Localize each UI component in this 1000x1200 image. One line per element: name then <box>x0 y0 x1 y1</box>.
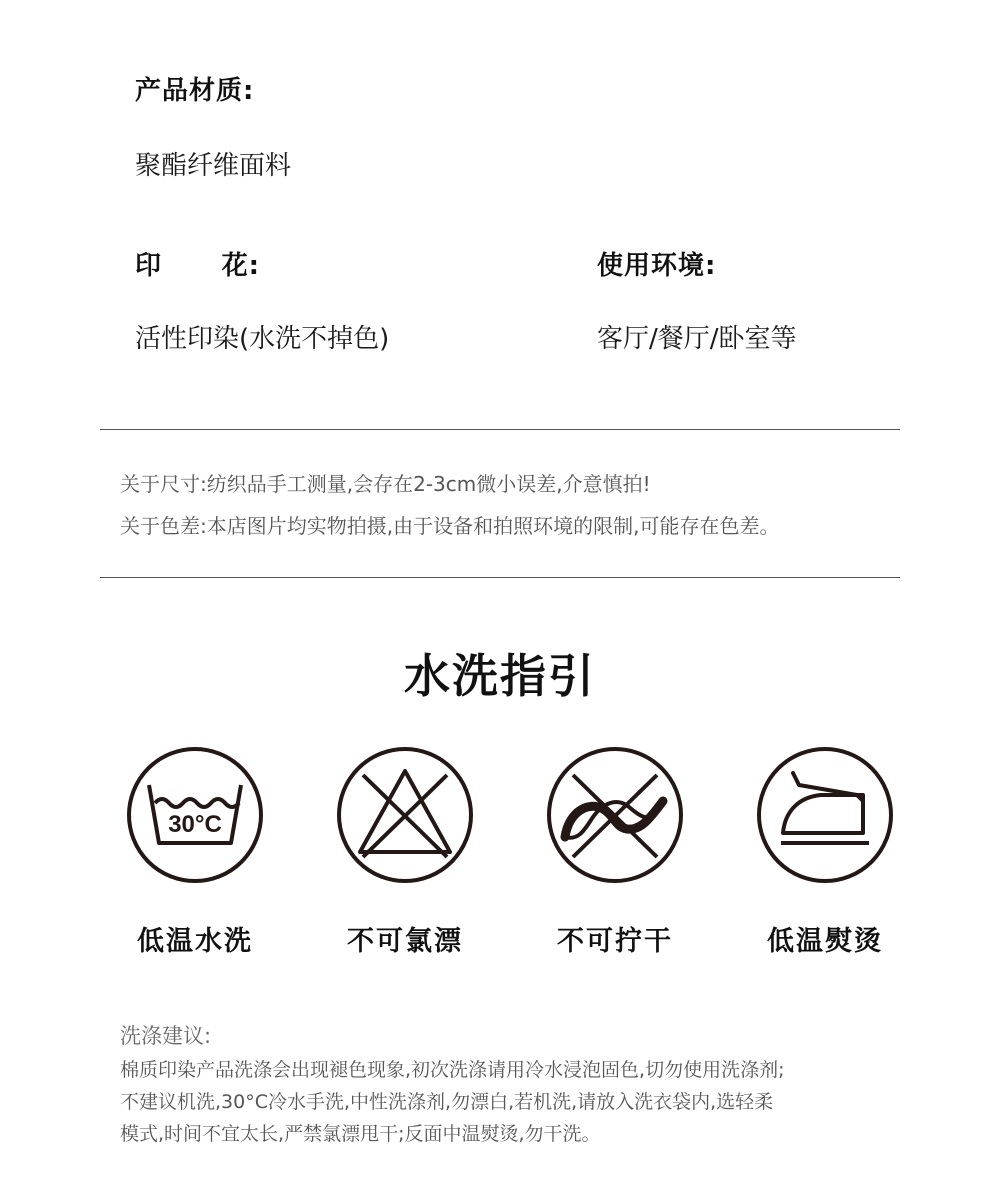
no-wring-icon <box>545 745 685 885</box>
care-label-bleach: 不可氯漂 <box>347 926 463 957</box>
bottom-divider <box>100 577 900 578</box>
print-label-char1: 印 <box>135 251 163 281</box>
print-label-char2: 花: <box>221 251 260 281</box>
care-item-iron <box>745 745 905 958</box>
advice-line: 棉质印染产品洗涤会出现褪色现象,初次洗涤请用冷水浸泡固色,切勿使用洗涤剂; <box>120 1059 785 1081</box>
care-item-bleach <box>325 745 485 958</box>
advice-line: 模式,时间不宜太长,严禁氯漂甩干;反面中温熨烫,勿干洗。 <box>120 1123 601 1145</box>
wash-guide-title: 水洗指引 <box>404 649 596 703</box>
print-label <box>135 245 260 282</box>
wash-temperature-text: 30°C <box>168 811 222 838</box>
care-item-wash <box>115 745 275 958</box>
environment-label: 使用环境: <box>597 251 717 281</box>
no-bleach-icon <box>335 745 475 885</box>
wash-30c-icon <box>125 745 265 885</box>
size-note: 关于尺寸:纺织品手工测量,会存在2-3cm微小误差,介意慎拍! <box>120 472 651 496</box>
top-divider <box>100 429 900 430</box>
material-label: 产品材质: <box>135 76 255 106</box>
advice-line: 不建议机洗,30°C冷水手洗,中性洗涤剂,勿漂白,若机洗,请放入洗衣袋内,选轻柔 <box>120 1091 774 1113</box>
care-label-iron: 低温熨烫 <box>767 926 883 957</box>
care-label-wash: 低温水洗 <box>137 926 253 957</box>
environment-value: 客厅/餐厅/卧室等 <box>597 324 797 354</box>
low-iron-icon <box>755 745 895 885</box>
print-value: 活性印染(水洗不掉色) <box>135 324 390 354</box>
care-label-wring: 不可拧干 <box>557 926 673 957</box>
color-note: 关于色差:本店图片均实物拍摄,由于设备和拍照环境的限制,可能存在色差。 <box>120 514 780 538</box>
material-value: 聚酯纤维面料 <box>135 151 292 181</box>
care-item-wring <box>535 745 695 958</box>
advice-title: 洗涤建议: <box>120 1024 212 1048</box>
